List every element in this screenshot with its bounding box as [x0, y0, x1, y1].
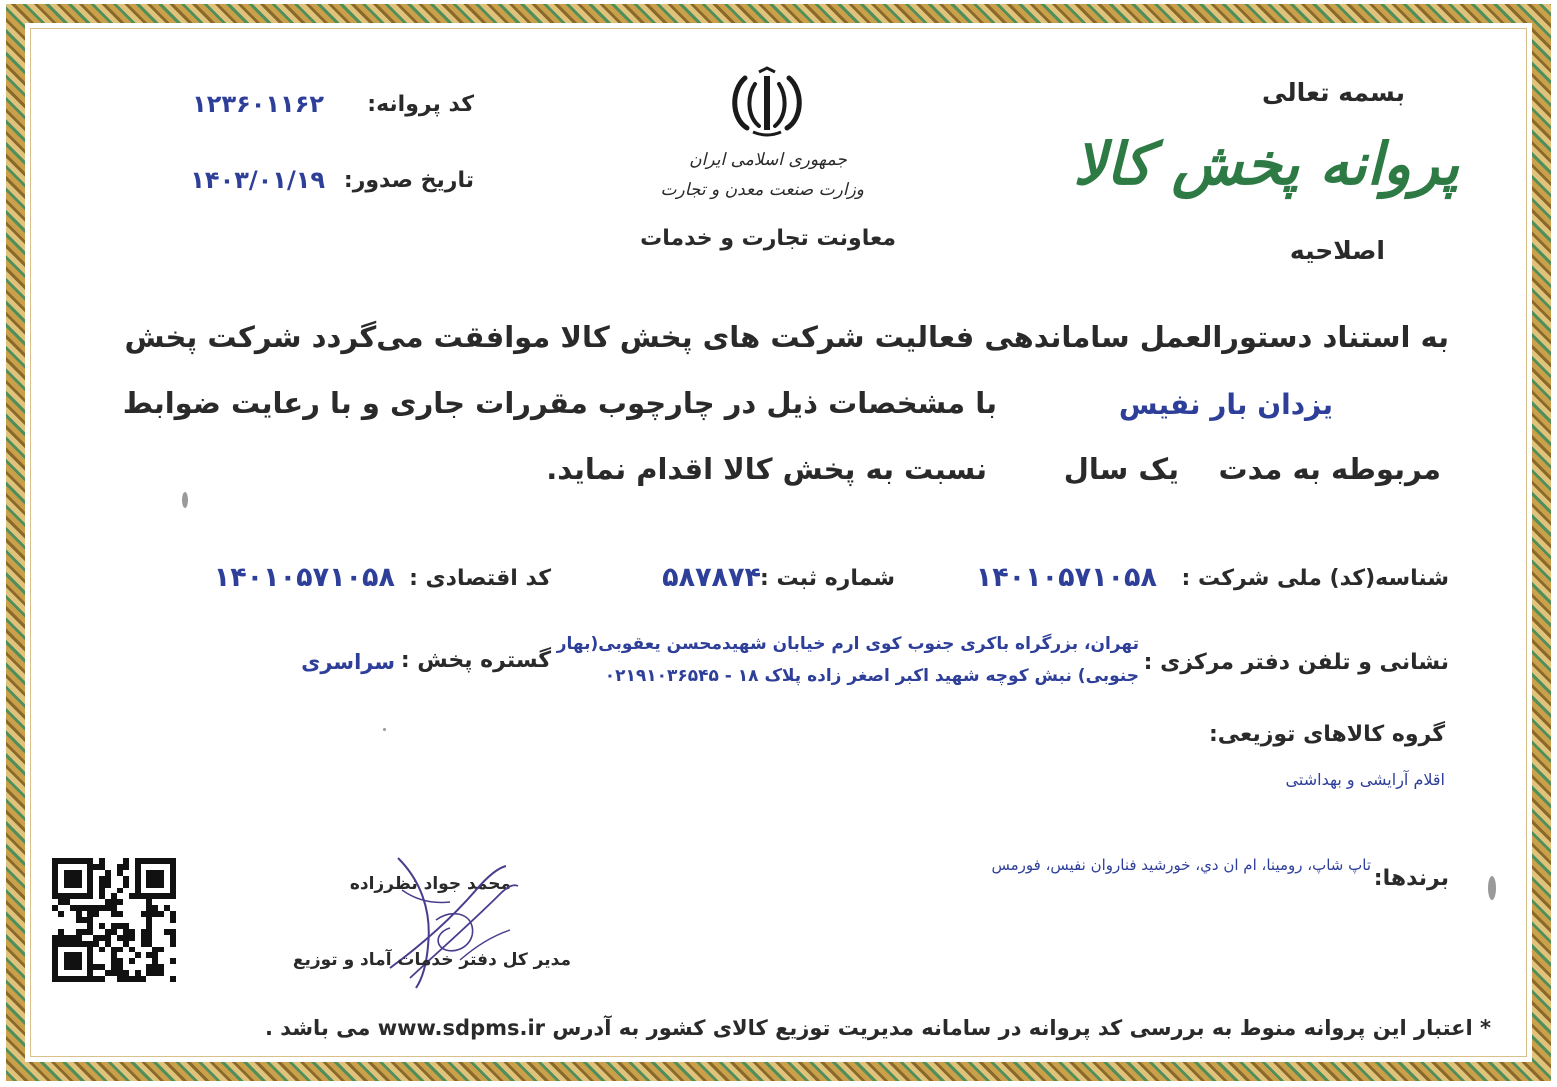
footer-note-text: * اعتبار این پروانه منوط به بررسی کد پروانه در سامانه مدیریت توزیع کالای کشور به آدرس [552, 1016, 1491, 1040]
signatory-name: محمد جواد نظرزاده [349, 874, 511, 894]
registration-number-label: شماره ثبت : [760, 566, 895, 591]
issue-date-label: تاریخ صدور: [343, 168, 474, 193]
body-line-3-start: مربوطه به مدت [1218, 452, 1441, 486]
emblem-country-name: جمهوری اسلامی ایران [689, 150, 847, 170]
handwritten-signature-icon [380, 850, 530, 992]
company-name: یزدان بار نفیس [1118, 388, 1333, 421]
scan-speck [383, 728, 386, 731]
footer-note-end: می باشد . [264, 1016, 371, 1040]
scan-speck [1488, 876, 1496, 900]
scan-speck [182, 492, 188, 508]
distribution-scope-label: گستره پخش : [400, 648, 551, 673]
deputy-name: معاونت تجارت و خدمات [640, 226, 896, 251]
economic-code-value: ۱۴۰۱۰۵۷۱۰۵۸ [213, 562, 395, 593]
body-line-2: با مشخصات ذیل در چارچوب مقررات جاری و با رعایت ضوابط [122, 386, 997, 420]
footer-note [265, 1016, 1491, 1040]
website-link[interactable]: www.sdpms.ir [377, 1016, 546, 1040]
signatory-title: مدیر کل دفتر خدمات آماد و توزیع [292, 950, 571, 970]
basmala: بسمه تعالی [1261, 78, 1405, 107]
issue-date-value: ۱۴۰۳/۰۱/۱۹ [190, 166, 325, 194]
brands-label: برندها: [1373, 866, 1449, 891]
license-code-value: ۱۲۳۶۰۱۱۶۲ [192, 90, 324, 118]
qr-code-icon [52, 858, 176, 982]
emblem-ministry-name: وزارت صنعت معدن و تجارت [660, 180, 864, 200]
national-id-value: ۱۴۰۱۰۵۷۱۰۵۸ [975, 562, 1157, 593]
brands-value: تاپ شاپ، رومینا، ام ان دي، خورشید فناروان نفیس، فورمس [991, 856, 1371, 874]
duration-value: یک سال [1063, 452, 1179, 486]
address-line-1: تهران، بزرگراه باکری جنوب کوی ارم خیابان شهیدمحسن یعقوبی(بهار [556, 634, 1139, 654]
registration-number-value: ۵۸۷۸۷۴ [662, 562, 761, 593]
license-code-label: کد پروانه: [367, 92, 474, 117]
economic-code-label: کد اقتصادی : [409, 566, 551, 591]
body-line-3-end: نسبت به پخش کالا اقدام نماید. [546, 452, 987, 486]
distribution-scope-value: سراسری [301, 650, 395, 674]
body-line-1: به استناد دستورالعمل ساماندهی فعالیت شرکت های پخش کالا موافقت می‌گردد شرکت پخش [124, 320, 1449, 354]
goods-group-value: اقلام آرایشی و بهداشتی [1285, 770, 1445, 789]
document-subtitle: اصلاحیه [1289, 236, 1385, 265]
address-line-2: جنوبی) نبش کوچه شهید اکبر اصغر زاده پلاک ۱۸ - ۰۲۱۹۱۰۳۶۵۴۵ [604, 666, 1139, 686]
national-id-label: شناسه(کد) ملی شرکت : [1181, 566, 1449, 591]
iran-emblem-icon [729, 66, 805, 138]
goods-group-label: گروه کالاهای توزیعی: [1208, 722, 1445, 747]
document-title: پروانه پخش کالا [1073, 130, 1459, 198]
address-label: نشانی و تلفن دفتر مرکزی : [1143, 650, 1449, 675]
